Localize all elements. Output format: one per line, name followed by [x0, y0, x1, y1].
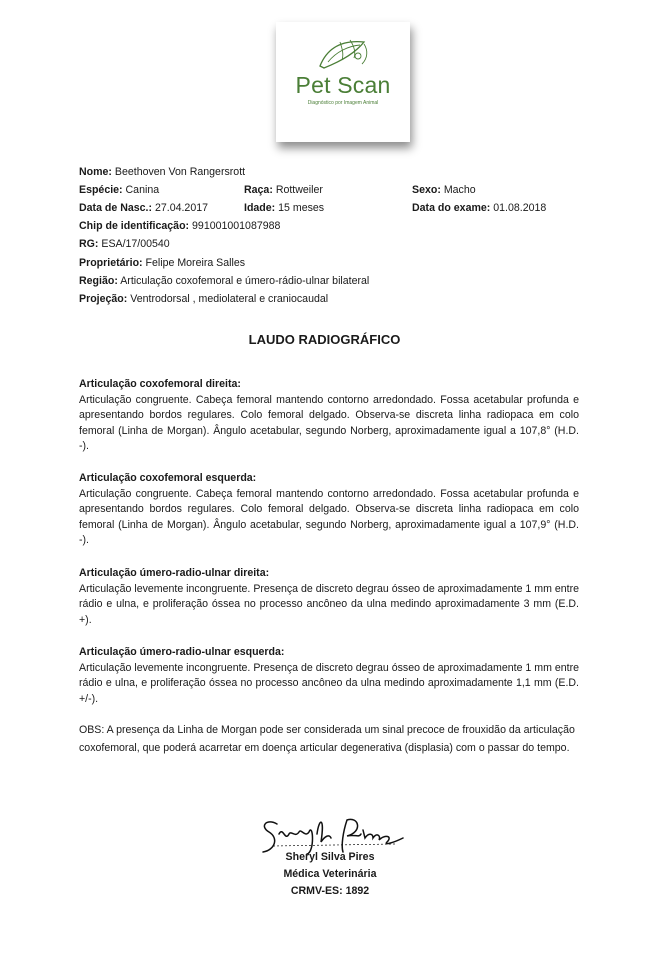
rg-row — [79, 238, 579, 250]
chip-row — [79, 220, 579, 232]
section-text: Articulação levemente incongruente. Presença de discreto degrau ósseo de aproximadamente 1 mm entre rádio e ulna, e proliferação óssea no processo ancôneo da ulna medindo aproximadamente 1,1 mm (E.D. +/-). — [79, 661, 579, 705]
pet-scan-logo — [276, 22, 410, 142]
section-title: Articulação coxofemoral esquerda: — [79, 472, 257, 484]
signer-title: Médica Veterinária — [283, 868, 377, 880]
section-title: Articulação úmero-radio-ulnar direita: — [79, 567, 270, 579]
age-label: Idade: — [244, 202, 276, 214]
exam-date-value: 01.08.2018 — [493, 202, 547, 214]
projection-row — [79, 293, 579, 305]
section-text: Articulação congruente. Cabeça femoral mantendo contorno arredondado. Fossa acetabular profunda e apresentando bordos regulares. Colo femoral delgado. Observa-se discreta linha radiopaca em colo femoral (Linha de Morgan). Ângulo acetabular, segundo Norberg, aproximadamente igual a 107,8° (H.D. -). — [79, 393, 579, 452]
rg-value: ESA/17/00540 — [101, 238, 170, 250]
section-hip-left — [79, 471, 579, 549]
projection-value: Ventrodorsal , mediolateral e craniocaudal — [130, 293, 329, 305]
species-value: Canina — [125, 184, 160, 196]
report-heading: LAUDO RADIOGRÁFICO — [248, 332, 401, 347]
projection-label: Projeção: — [79, 293, 128, 305]
sex-label: Sexo: — [412, 184, 441, 196]
species-label: Espécie: — [79, 184, 123, 196]
name-row — [79, 166, 579, 178]
species-row — [79, 184, 579, 196]
obs-note: OBS: A presença da Linha de Morgan pode ser considerada um sinal precoce de frouxidão da articulação coxofemoral, que poderá acarretar em doença articular degenerativa (displasia) com o passar do tempo. — [79, 724, 575, 754]
patient-name: Beethoven Von Rangersrott — [114, 166, 246, 178]
owner-value: Felipe Moreira Salles — [145, 257, 246, 269]
section-text: Articulação congruente. Cabeça femoral mantendo contorno arredondado. Fossa acetabular profunda e apresentando bordos regulares. Colo femoral delgado. Observa-se discreta linha radiopaca em colo femoral (Linha de Morgan). Ângulo acetabular, segundo Norberg, aproximadamente igual a 107,9° (H.D. -). — [79, 487, 579, 546]
region-label: Região: — [79, 275, 118, 287]
rg-label: RG: — [79, 238, 99, 250]
birth-label: Data de Nasc.: — [79, 202, 153, 214]
logo-title: Pet Scan — [295, 72, 391, 98]
section-hip-right — [79, 377, 579, 455]
exam-date-label: Data do exame: — [412, 202, 491, 214]
chip-value: 991001001087988 — [192, 220, 281, 232]
sex-value: Macho — [443, 184, 476, 196]
region-row — [79, 275, 579, 287]
breed-label: Raça: — [244, 184, 273, 196]
signer-name: Sheryl Silva Pires — [285, 851, 375, 863]
paw-leaf-icon — [314, 36, 372, 74]
birth-value: 27.04.2017 — [154, 202, 208, 214]
section-title: Articulação coxofemoral direita: — [79, 378, 241, 390]
dates-row — [79, 202, 579, 214]
owner-row — [79, 257, 579, 269]
logo-tagline: Diagnóstico por Imagem Animal — [307, 100, 379, 106]
name-label: Nome: — [79, 166, 112, 178]
owner-label: Proprietário: — [79, 257, 143, 269]
section-elbow-left — [79, 645, 579, 707]
chip-label: Chip de identificação: — [79, 220, 190, 232]
breed-value: Rottweiler — [275, 184, 323, 196]
section-elbow-right — [79, 566, 579, 628]
age-value: 15 meses — [278, 202, 325, 214]
region-value: Articulação coxofemoral e úmero-rádio-ulnar bilateral — [120, 275, 370, 287]
section-text: Articulação levemente incongruente. Presença de discreto degrau ósseo de aproximadamente 1 mm entre rádio e ulna, e proliferação óssea no processo ancôneo da ulna medindo aproximadamente 3 mm (E.D. +). — [79, 582, 579, 626]
section-title: Articulação úmero-radio-ulnar esquerda: — [79, 646, 285, 658]
signer-crmv: CRMV-ES: 1892 — [290, 885, 370, 897]
